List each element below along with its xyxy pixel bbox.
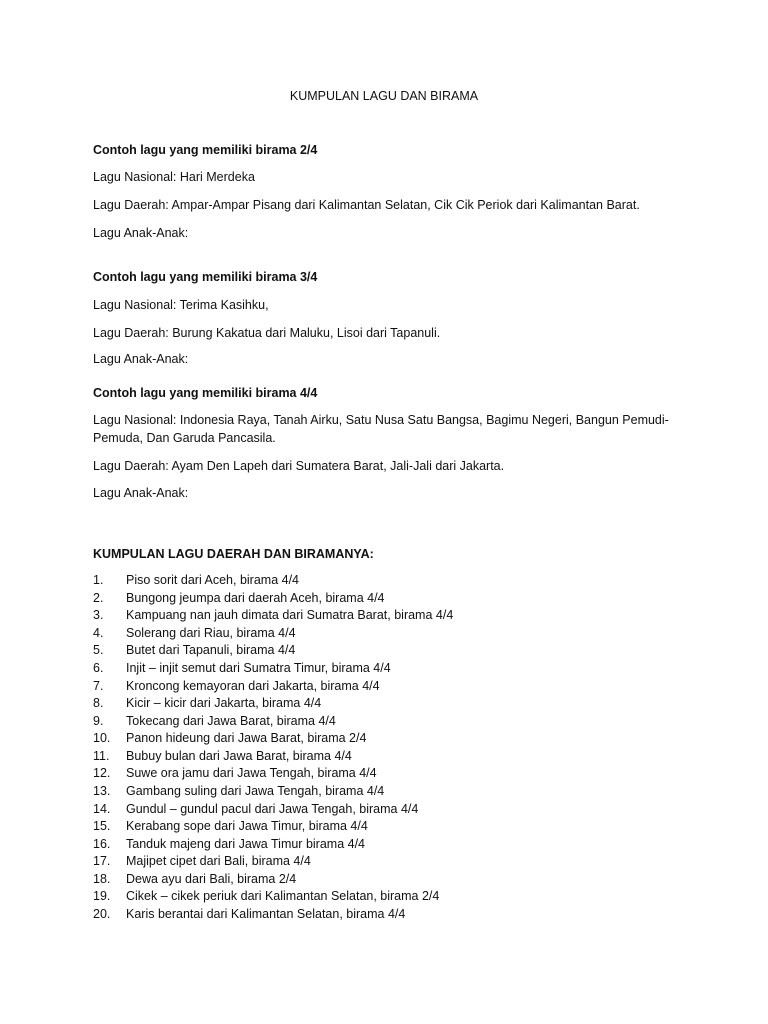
list-item-number: 6. [93,661,104,675]
section-line: Lagu Daerah: Ayam Den Lapeh dari Sumatera Barat, Jali-Jali dari Jakarta. [93,459,505,473]
list-item: Tanduk majeng dari Jawa Timur birama 4/4 [126,837,366,851]
list-item: Karis berantai dari Kalimantan Selatan, birama 4/4 [126,907,406,921]
list-item: Kerabang sope dari Jawa Timur, birama 4/4 [126,819,368,833]
list-item-number: 3. [93,608,104,622]
list-heading: KUMPULAN LAGU DAERAH DAN BIRAMANYA: [93,547,374,561]
list-item: Kampuang nan jauh dimata dari Sumatra Barat, birama 4/4 [126,608,454,622]
list-item-number: 18. [93,872,111,886]
list-item: Kroncong kemayoran dari Jakarta, birama 4/4 [126,679,380,693]
list-item-number: 13. [93,784,111,798]
section-line: Lagu Anak-Anak: [93,486,189,500]
list-item: Majipet cipet dari Bali, birama 4/4 [126,854,311,868]
list-item: Cikek – cikek periuk dari Kalimantan Selatan, birama 2/4 [126,889,440,903]
list-item: Solerang dari Riau, birama 4/4 [126,626,296,640]
section-heading: Contoh lagu yang memiliki birama 4/4 [93,386,318,400]
list-item: Kicir – kicir dari Jakarta, birama 4/4 [126,696,322,710]
section-line: Lagu Nasional: Indonesia Raya, Tanah Airku, Satu Nusa Satu Bangsa, Bagimu Negeri, Bangun Pemudi-Pemuda, Dan Garuda Pancasila. [93,413,669,445]
section-line: Lagu Anak-Anak: [93,352,189,366]
list-item: Bungong jeumpa dari daerah Aceh, birama 4/4 [126,591,385,605]
list-item-number: 2. [93,591,104,605]
section-line: Lagu Anak-Anak: [93,226,189,240]
list-item-number: 10. [93,731,111,745]
section-heading: Contoh lagu yang memiliki birama 2/4 [93,143,318,157]
list-item: Gambang suling dari Jawa Tengah, birama 4/4 [126,784,385,798]
list-item: Bubuy bulan dari Jawa Barat, birama 4/4 [126,749,352,763]
list-item-number: 7. [93,679,104,693]
list-item-number: 9. [93,714,104,728]
list-item-number: 1. [93,573,104,587]
list-item-number: 8. [93,696,104,710]
list-item: Butet dari Tapanuli, birama 4/4 [126,643,296,657]
list-item-number: 16. [93,837,111,851]
list-item: Panon hideung dari Jawa Barat, birama 2/4 [126,731,367,745]
list-item: Suwe ora jamu dari Jawa Tengah, birama 4/4 [126,766,377,780]
list-item-number: 17. [93,854,111,868]
page-title: KUMPULAN LAGU DAN BIRAMA [289,89,479,103]
list-item-number: 5. [93,643,104,657]
list-item-number: 11. [93,749,110,763]
list-item: Tokecang dari Jawa Barat, birama 4/4 [126,714,336,728]
list-item-number: 15. [93,819,111,833]
list-item: Gundul – gundul pacul dari Jawa Tengah, birama 4/4 [126,802,419,816]
section-heading: Contoh lagu yang memiliki birama 3/4 [93,270,318,284]
list-item: Dewa ayu dari Bali, birama 2/4 [126,872,297,886]
section-line: Lagu Daerah: Ampar-Ampar Pisang dari Kalimantan Selatan, Cik Cik Periok dari Kalimantan Barat. [93,198,640,212]
list-item-number: 20. [93,907,111,921]
section-line: Lagu Nasional: Hari Merdeka [93,170,255,184]
section-line: Lagu Nasional: Terima Kasihku, [93,298,269,312]
list-item-number: 4. [93,626,104,640]
section-line: Lagu Daerah: Burung Kakatua dari Maluku, Lisoi dari Tapanuli. [93,326,441,340]
list-item: Piso sorit dari Aceh, birama 4/4 [126,573,299,587]
list-item: Injit – injit semut dari Sumatra Timur, birama 4/4 [126,661,391,675]
list-item-number: 12. [93,766,111,780]
list-item-number: 19. [93,889,111,903]
list-item-number: 14. [93,802,111,816]
